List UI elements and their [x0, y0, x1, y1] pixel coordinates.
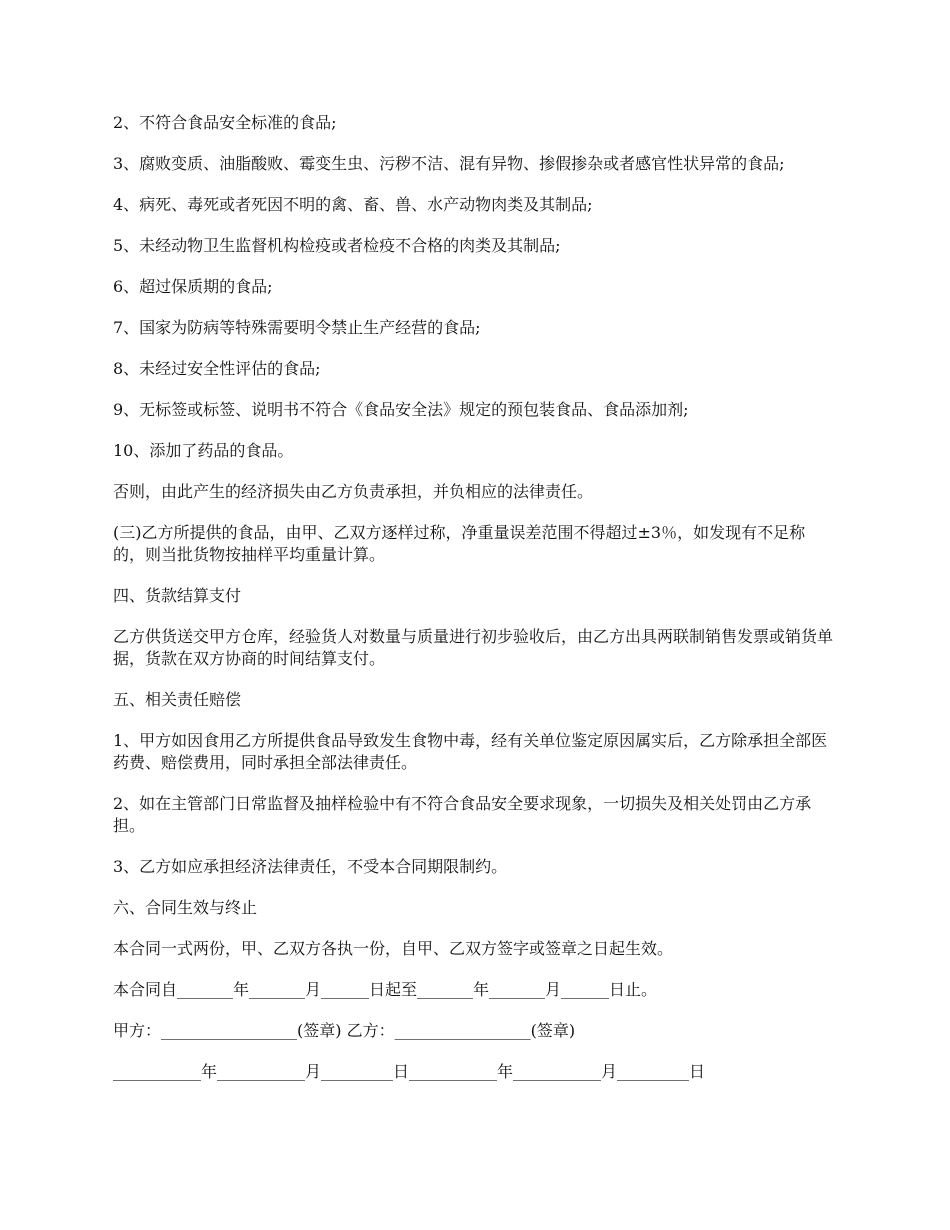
clause-item-4: 4、病死、毒死或者死因不明的禽、畜、兽、水产动物肉类及其制品; — [113, 195, 593, 214]
clause-item-9: 9、无标签或标签、说明书不符合《食品安全法》规定的预包装食品、食品添加剂; — [113, 400, 689, 419]
section-heading-compensation: 五、相关责任赔偿 — [113, 690, 242, 709]
clause-item-7: 7、国家为防病等特殊需要明令禁止生产经营的食品; — [113, 318, 481, 337]
term-dates-line: 本合同自_______年_______月______日起至_______年_______月______日止。 — [113, 980, 658, 999]
clause-item-2: 2、不符合食品安全标准的食品; — [113, 113, 337, 132]
effect-clause: 本合同一式两份，甲、乙双方各执一份，自甲、乙双方签字或签章之日起生效。 — [113, 939, 674, 958]
section-heading-payment: 四、货款结算支付 — [113, 586, 242, 605]
clause-item-8: 8、未经过安全性评估的食品; — [113, 359, 321, 378]
section-heading-effect: 六、合同生效与终止 — [113, 898, 258, 917]
clause-item-10: 10、添加了药品的食品。 — [113, 441, 294, 460]
liability-statement: 否则，由此产生的经济损失由乙方负责承担，并负相应的法律责任。 — [113, 482, 594, 501]
payment-clause: 乙方供货送交甲方仓库，经验货人对数量与质量进行初步验收后，由乙方出具两联制销售发票或销货单据，货款在双方协商的时间结算支付。 — [113, 627, 834, 668]
clause-item-6: 6、超过保质期的食品; — [113, 277, 273, 296]
contract-page — [113, 112, 835, 1102]
compensation-item-3: 3、乙方如应承担经济法律责任，不受本合同期限制约。 — [113, 857, 508, 876]
signature-date-line: ___________年___________月_________日___________年___________月_________日 — [113, 1062, 706, 1081]
compensation-item-2: 2、如在主管部门日常监督及抽样检验中有不符合食品安全要求现象，一切损失及相关处罚由乙方承担。 — [113, 794, 812, 835]
compensation-item-1: 1、甲方如因食用乙方所提供食品导致发生食物中毒，经有关单位鉴定原因属实后，乙方除承担全部医药费、赔偿费用，同时承担全部法律责任。 — [113, 731, 828, 772]
weight-tolerance-clause: (三)乙方所提供的食品，由甲、乙双方逐样过称，净重量误差范围不得超过±3％，如发现有不足称的，则当批货物按抽样平均重量计算。 — [113, 523, 806, 564]
clause-item-3: 3、腐败变质、油脂酸败、霉变生虫、污秽不洁、混有异物、掺假掺杂或者感官性状异常的食品; — [113, 154, 785, 173]
signature-line: 甲方：_________________(签章) 乙方：_________________(签章) — [113, 1021, 576, 1040]
clause-item-5: 5、未经动物卫生监督机构检疫或者检疫不合格的肉类及其制品; — [113, 236, 561, 255]
